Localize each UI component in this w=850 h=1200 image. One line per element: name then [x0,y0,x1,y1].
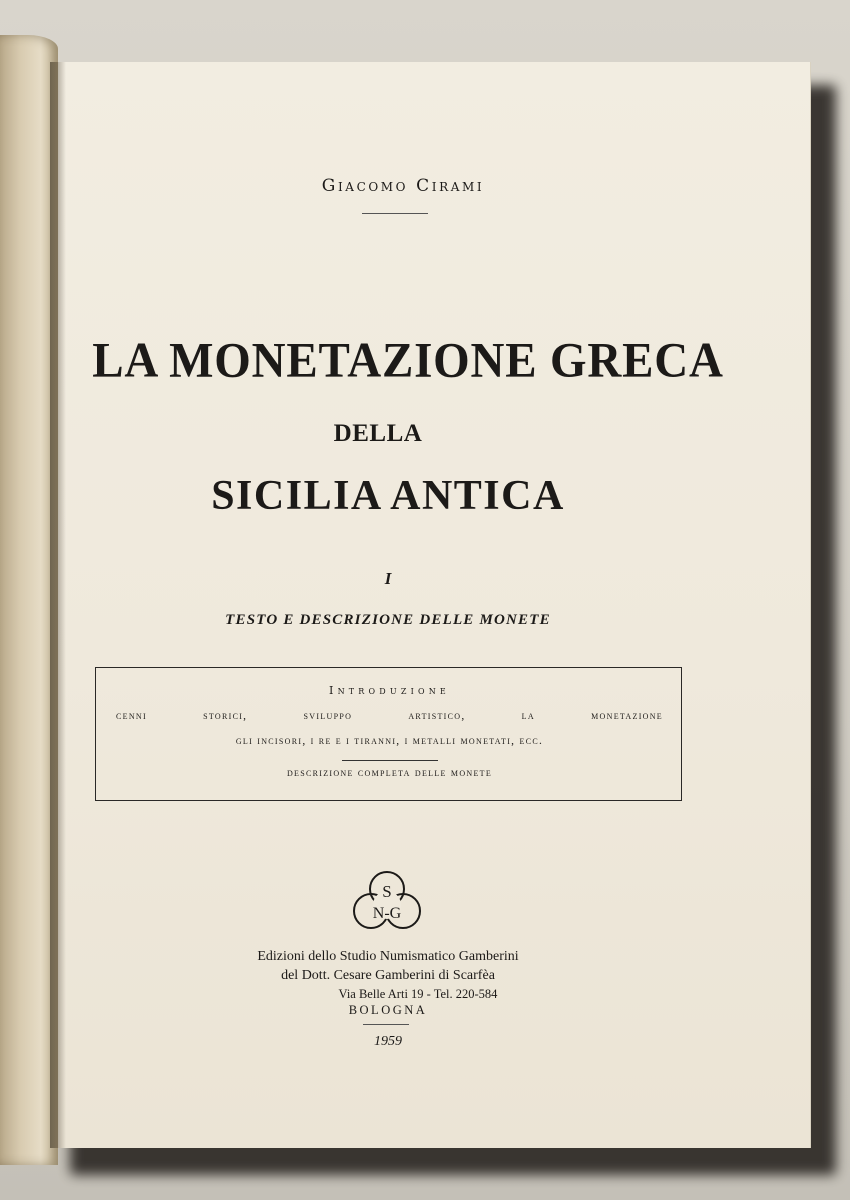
contents-heading: Introduzione [329,684,450,697]
title-line-3: SICILIA ANTICA [211,473,565,519]
logo-letter-top: S [382,882,392,901]
logo-letters-bottom: N-G [372,905,402,922]
publisher-line-2: del Dott. Cesare Gamberini di Scarfèa [281,968,495,983]
contents-line-2: gli incisori, i re e i tiranni, i metalli monetati, ecc. [235,735,544,747]
publisher-logo-icon [350,867,424,935]
publication-year: 1959 [374,1034,402,1049]
title-line-2: DELLA [333,420,423,447]
publisher-city: BOLOGNA [348,1003,428,1017]
contents-line-1: cenni storici, sviluppo artistico, la monetazione [116,710,663,722]
contents-box [95,667,682,801]
imprint-divider [363,1024,409,1025]
contents-divider [342,760,438,761]
subtitle: TESTO E DESCRIZIONE DELLE MONETE [225,612,551,628]
title-page [58,62,810,1148]
contents-line-3: descrizione completa delle monete [286,767,493,779]
author-divider [362,213,428,214]
publisher-line-1: Edizioni dello Studio Numismatico Gamberini [257,949,519,964]
author-name: Giacomo Cirami [321,176,485,196]
volume-number: I [384,569,392,588]
title-line-1: LA MONETAZIONE GRECA [92,333,724,389]
publisher-address: Via Belle Arti 19 - Tel. 220-584 [338,987,498,1001]
